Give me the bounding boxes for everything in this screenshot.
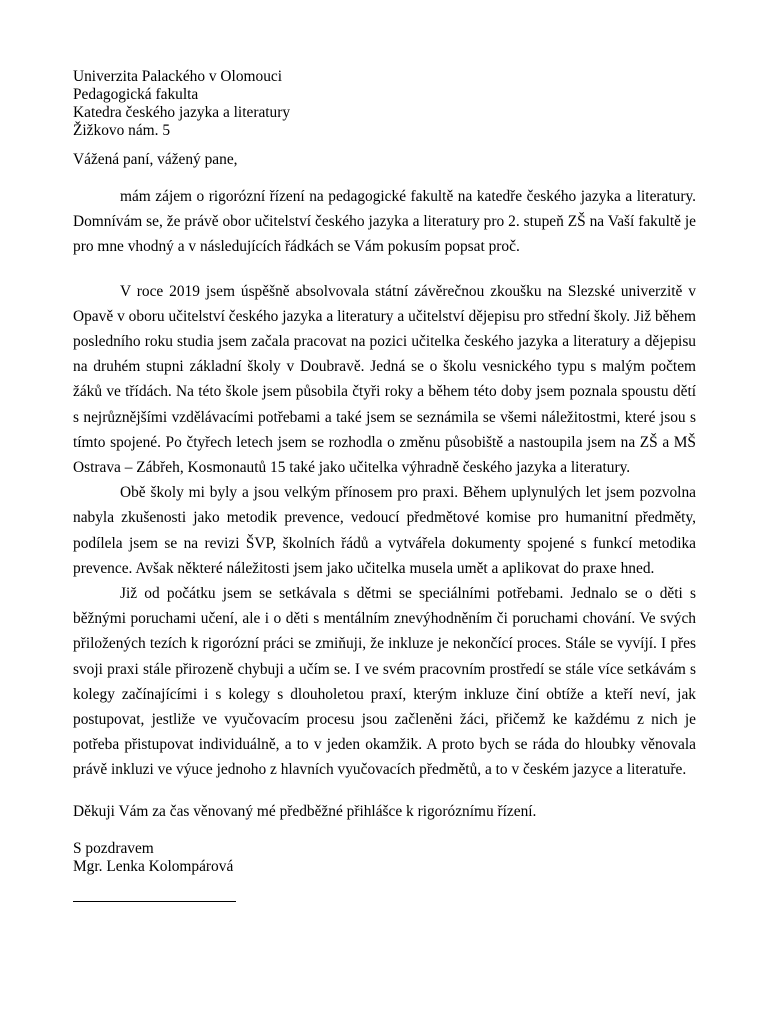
signature-line: [73, 901, 236, 902]
thanks-line: Děkuji Vám za čas věnovaný mé předběžné přihlášce k rigoróznímu řízení.: [73, 802, 537, 820]
letter-body: [73, 184, 696, 783]
address-line-faculty: Pedagogická fakulta: [73, 86, 199, 103]
paragraph-intro: mám zájem o rigorózní řízení na pedagogické fakultě na katedře českého jazyka a literatury. Domnívám se, že právě obor učitelství českého jazyka a literatury pro 2. stupeň ZŠ na Vaší fakultě je pro mne vhodný a v následujících řádkách se Vám pokusím popsat proč.: [73, 188, 696, 256]
address-line-street: Žižkovo nám. 5: [73, 122, 171, 139]
recipient-address: [73, 68, 696, 140]
closing-greeting: S pozdravem: [73, 839, 154, 857]
paragraph-education: V roce 2019 jsem úspěšně absolvovala státní závěrečnou zkoušku na Slezské univerzitě v Opavě v oboru učitelství českého jazyka a literatury a učitelství dějepisu pro střední školy. Již během posledního roku studia jsem začala pracovat na pozici učitelka českého jazyka a literatury a dějepisu na druhém stupni základní školy v Doubravě. Jedná se o školu vesnického typu s malým počtem žáků ve třídách. Na této škole jsem působila čtyři roky a během této doby jsem poznala spoustu dětí s nejrůznějšími vzdělávacími potřebami a také jsem se seznámila se všemi náležitostmi, které jsou s tímto spojené. Po čtyřech letech jsem se rozhodla o změnu působiště a nastoupila jsem na ZŠ a MŠ Ostrava – Zábřeh, Kosmonautů 15 také jako učitelka výhradně českého jazyka a literatury.: [73, 282, 696, 477]
address-line-department: Katedra českého jazyka a literatury: [73, 104, 291, 121]
address-line-university: Univerzita Palackého v Olomouci: [73, 68, 282, 85]
salutation: Vážená paní, vážený pane,: [73, 151, 238, 168]
signer-name: Mgr. Lenka Kolompárová: [73, 857, 234, 875]
closing: [73, 840, 696, 876]
paragraph-experience: Obě školy mi byly a jsou velkým přínosem pro praxi. Během uplynulých let jsem pozvolna nabyla zkušenosti jako metodik prevence, vedoucí předmětové komise pro humanitní předměty, podílela jsem se na revizi ŠVP, školních řádů a vytvářela dokumenty spojené s funkcí metodika prevence. Avšak některé náležitosti jsem jako učitelka musela umět a aplikovat do praxe hned.: [73, 484, 696, 577]
paragraph-inclusion: Již od počátku jsem se setkávala s dětmi se speciálními potřebami. Jednalo se o děti s běžnými poruchami učení, ale i o děti s mentálním znevýhodněním či poruchami chování. Ve svých přiložených tezích k rigorózní práci se zmiňuji, že inkluze je nekončící proces. Stále se vyvíjí. I přes svoji praxi stále přirozeně chybuji a učím se. I ve svém pracovním prostředí se stále více setkávám s kolegy začínajícími i s kolegy s dlouholetou praxí, kterým inkluze činí obtíže a kteří neví, jak postupovat, jestliže ve vyučovacím procesu jsou začleněni žáci, přičemž ke každému z nich je potřeba přistupovat individuálně, a to v jeden okamžik. A proto bych se ráda do hloubky věnovala právě inkluzi ve výuce jednoho z hlavních vyučovacích předmětů, a to v českém jazyce a literatuře.: [73, 585, 696, 779]
